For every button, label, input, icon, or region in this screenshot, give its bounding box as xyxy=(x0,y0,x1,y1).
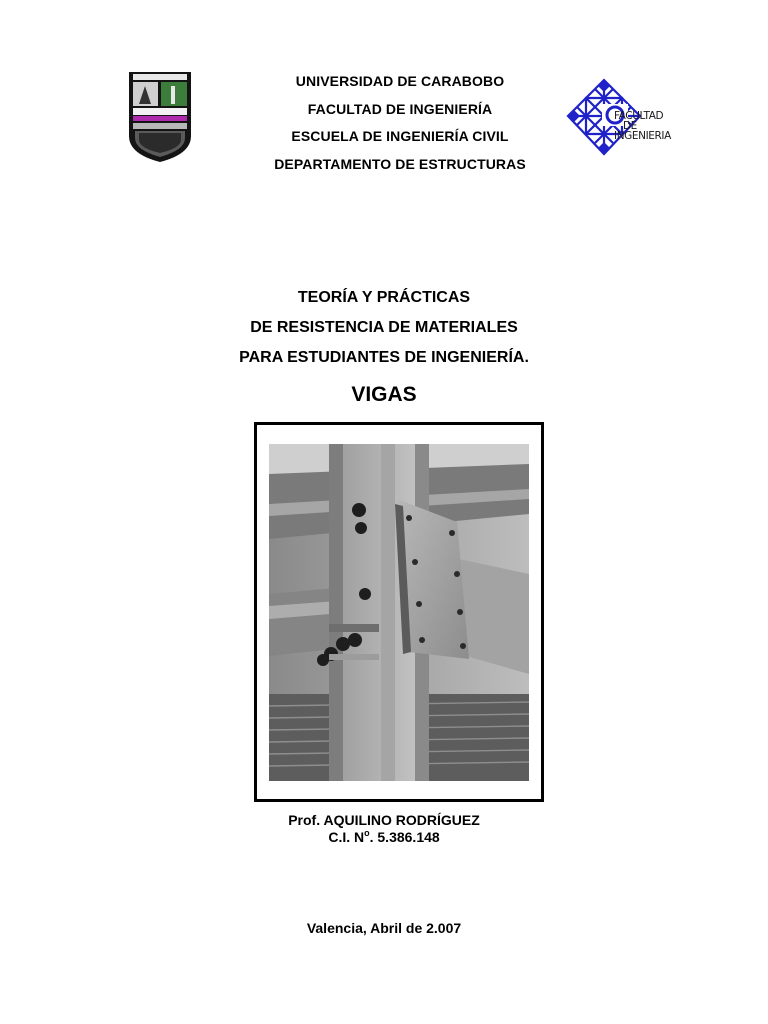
faculty-logo xyxy=(566,78,682,158)
steel-connection-illustration xyxy=(269,444,529,781)
faculty-name: FACULTAD DE INGENIERÍA xyxy=(307,100,493,117)
department-name: DEPARTAMENTO DE ESTRUCTURAS xyxy=(274,155,526,172)
author-block xyxy=(234,812,534,846)
university-seal-graphic xyxy=(127,70,193,164)
university-name: UNIVERSIDAD DE CARABOBO xyxy=(295,73,505,89)
title-line-3: PARA ESTUDIANTES DE INGENIERÍA. xyxy=(239,349,529,366)
university-seal xyxy=(127,70,193,164)
faculty-logo-word-3: INGENIERIA xyxy=(614,130,671,142)
author-id-superscript: o xyxy=(364,828,370,838)
faculty-logo-word-1: FACULTAD xyxy=(614,110,664,122)
author-id xyxy=(234,829,534,846)
faculty-logo-word-2: DE xyxy=(623,120,637,132)
place-and-date: Valencia, Abril de 2.007 xyxy=(306,920,462,936)
document-subject: VIGAS xyxy=(351,383,417,406)
author-id-number: . 5.386.148 xyxy=(369,829,440,845)
author-name: Prof. AQUILINO RODRÍGUEZ xyxy=(288,812,480,828)
author-id-prefix: C.I. N xyxy=(328,829,365,845)
institution-header xyxy=(200,68,600,178)
document-title xyxy=(184,283,584,373)
title-line-1: TEORÍA Y PRÁCTICAS xyxy=(297,289,471,306)
title-line-2: DE RESISTENCIA DE MATERIALES xyxy=(250,319,518,336)
school-name: ESCUELA DE INGENIERÍA CIVIL xyxy=(291,128,509,144)
steel-connection-photo xyxy=(269,444,529,781)
cover-photo-frame xyxy=(254,422,544,802)
